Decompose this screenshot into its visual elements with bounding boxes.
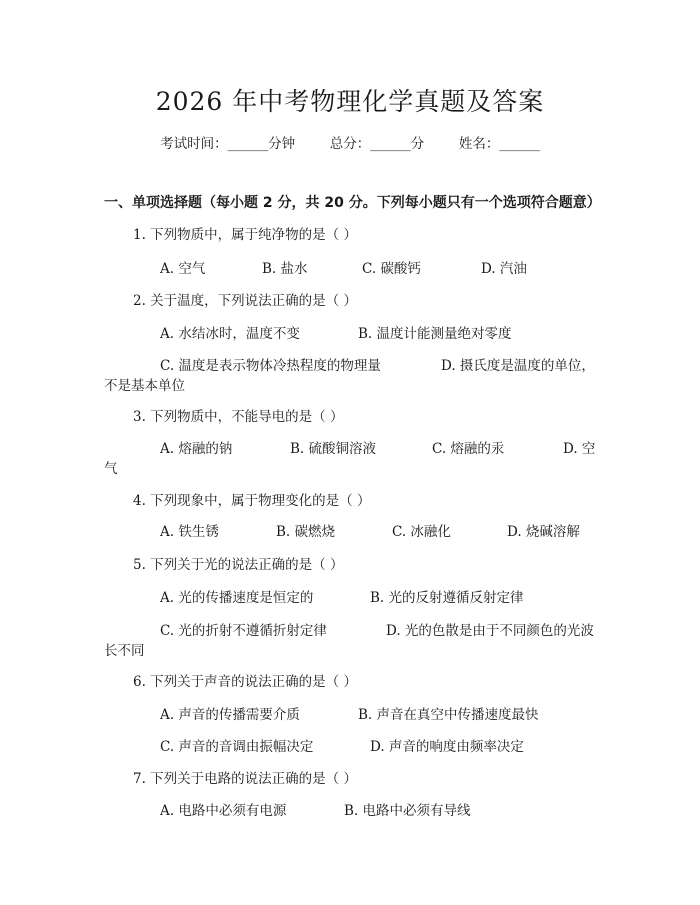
question-5-option-c: C. 光的折射不遵循折射定律 [160,623,327,639]
question-2-option-c: C. 温度是表示物体冷热程度的物理量 [160,358,381,374]
question-1-option-a: A. 空气 [160,261,206,277]
question-3-option-a: A. 熔融的钠 [160,441,233,457]
question-2-option-d: D. 摄氏度是温度的单位， [441,358,595,374]
question-1-option-b: B. 盐水 [262,261,308,277]
exam-time-field: 考试时间：______分钟 [160,136,296,152]
question-4-option-c: C. 冰融化 [392,524,451,540]
question-2-option-b: B. 温度计能测量绝对零度 [358,326,512,342]
question-6-option-c: C. 声音的音调由振幅决定 [160,739,314,755]
question-6-option-d: D. 声音的响度由频率决定 [370,739,524,755]
question-5-option-a: A. 光的传播速度是恒定的 [160,590,314,606]
question-4-option-a: A. 铁生锈 [160,524,219,540]
question-2-option-a: A. 水结冰时，温度不变 [160,326,300,342]
question-7-stem: 7. 下列关于电路的说法正确的是（ ） [133,771,357,787]
question-1-stem: 1. 下列物质中，属于纯净物的是（ ） [133,227,357,243]
question-7-option-b: B. 电路中必须有导线 [344,803,471,819]
question-3-option-d-wrap: 气 [104,461,118,477]
question-3-option-b: B. 硫酸铜溶液 [290,441,377,457]
question-6-stem: 6. 下列关于声音的说法正确的是（ ） [133,674,357,690]
question-1-option-c: C. 碳酸钙 [362,261,421,277]
question-6-option-a: A. 声音的传播需要介质 [160,707,300,723]
student-name-field: 姓名：______ [458,136,540,152]
question-2-option-d-wrap: 不是基本单位 [104,378,185,394]
question-3-option-d: D. 空 [563,441,596,457]
question-4-stem: 4. 下列现象中，属于物理变化的是（ ） [133,493,371,509]
question-3-option-c: C. 熔融的汞 [432,441,505,457]
question-5-stem: 5. 下列关于光的说法正确的是（ ） [133,557,344,573]
total-score-field: 总分：______分 [329,136,425,152]
exam-meta [0,132,700,152]
question-7-option-a: A. 电路中必须有电源 [160,803,287,819]
question-2-stem: 2. 关于温度，下列说法正确的是（ ） [133,293,357,309]
question-5-option-d-wrap: 长不同 [104,643,145,659]
question-4-option-d: D. 烧碱溶解 [507,524,580,540]
question-5-option-d: D. 光的色散是由于不同颜色的光波 [386,623,594,639]
question-5-option-b: B. 光的反射遵循反射定律 [370,590,524,606]
question-4-option-b: B. 碳燃烧 [276,524,336,540]
question-1-option-d: D. 汽油 [481,261,527,277]
question-3-stem: 3. 下列物质中，不能导电的是（ ） [133,409,344,425]
section-heading: 一、单项选择题（每小题 2 分，共 20 分。下列每小题只有一个选项符合题意） [104,195,601,211]
exam-title: 2026 年中考物理化学真题及答案 [155,87,545,116]
question-6-option-b: B. 声音在真空中传播速度最快 [358,707,539,723]
